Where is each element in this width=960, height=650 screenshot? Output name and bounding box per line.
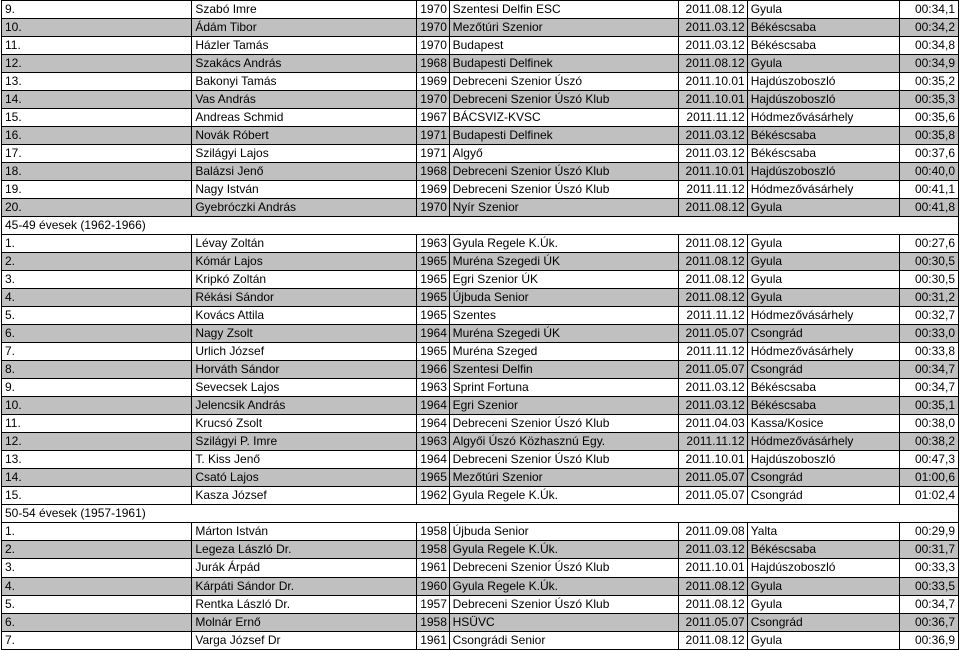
rank-cell: 17. [2,145,192,163]
birth-year-cell: 1964 [417,397,449,415]
birth-year-cell: 1961 [417,559,449,577]
table-row [2,55,959,73]
date-cell: 2011.05.07 [678,469,747,487]
venue-cell: Békéscsaba [747,145,900,163]
date-cell: 2011.08.12 [678,595,747,613]
rank-cell: 6. [2,325,192,343]
rank-cell: 10. [2,19,192,37]
rank-cell: 5. [2,307,192,325]
table-row [2,19,959,37]
date-cell: 2011.03.12 [678,397,747,415]
time-cell: 00:34,9 [900,55,959,73]
venue-cell: Csongrád [747,325,900,343]
birth-year-cell: 1971 [417,145,449,163]
name-cell: Nagy Zsolt [192,325,417,343]
name-cell: Andreas Schmid [192,109,417,127]
table-row [2,235,959,253]
date-cell: 2011.03.12 [678,37,747,55]
time-cell: 00:33,5 [900,577,959,595]
venue-cell: Csongrád [747,361,900,379]
rank-cell: 7. [2,343,192,361]
birth-year-cell: 1970 [417,199,449,217]
birth-year-cell: 1970 [417,91,449,109]
birth-year-cell: 1964 [417,415,449,433]
time-cell: 00:34,2 [900,19,959,37]
birth-year-cell: 1960 [417,577,449,595]
birth-year-cell: 1965 [417,253,449,271]
table-row [2,73,959,91]
venue-cell: Gyula [747,271,900,289]
name-cell: Legeza László Dr. [192,541,417,559]
name-cell: Szakács András [192,55,417,73]
club-cell: Muréna Szeged [449,343,678,361]
name-cell: Gyebróczki András [192,199,417,217]
venue-cell: Hódmezővásárhely [747,433,900,451]
club-cell: Gyula Regele K.Úk. [449,487,678,505]
date-cell: 2011.03.12 [678,379,747,397]
rank-cell: 2. [2,541,192,559]
time-cell: 00:29,9 [900,523,959,541]
club-cell: Szentesi Delfin [449,361,678,379]
club-cell: Gyula Regele K.Úk. [449,577,678,595]
table-row [2,343,959,361]
date-cell: 2011.05.07 [678,487,747,505]
name-cell: Jurák Árpád [192,559,417,577]
venue-cell: Békéscsaba [747,379,900,397]
club-cell: Mezőtúri Szenior [449,19,678,37]
time-cell: 00:34,7 [900,595,959,613]
venue-cell: Gyula [747,199,900,217]
time-cell: 00:33,8 [900,343,959,361]
name-cell: Szilágyi P. Imre [192,433,417,451]
date-cell: 2011.05.07 [678,361,747,379]
birth-year-cell: 1962 [417,487,449,505]
date-cell: 2011.08.12 [678,55,747,73]
date-cell: 2011.05.07 [678,325,747,343]
club-cell: Budapesti Delfinek [449,55,678,73]
name-cell: T. Kiss Jenő [192,451,417,469]
birth-year-cell: 1967 [417,109,449,127]
results-table-body [2,1,959,650]
rank-cell: 16. [2,127,192,145]
table-row [2,559,959,577]
club-cell: Algyő [449,145,678,163]
rank-cell: 9. [2,379,192,397]
name-cell: Ádám Tibor [192,19,417,37]
club-cell: Nyír Szenior [449,199,678,217]
rank-cell: 12. [2,55,192,73]
age-group-label: 45-49 évesek (1962-1966) [2,217,959,235]
birth-year-cell: 1965 [417,469,449,487]
table-row [2,271,959,289]
venue-cell: Gyula [747,235,900,253]
table-row [2,451,959,469]
birth-year-cell: 1965 [417,271,449,289]
club-cell: BÁCSVIZ-KVSC [449,109,678,127]
birth-year-cell: 1971 [417,127,449,145]
time-cell: 00:47,3 [900,451,959,469]
rank-cell: 13. [2,451,192,469]
date-cell: 2011.03.12 [678,145,747,163]
time-cell: 00:41,8 [900,199,959,217]
table-row [2,325,959,343]
venue-cell: Csongrád [747,487,900,505]
rank-cell: 12. [2,433,192,451]
rank-cell: 1. [2,523,192,541]
table-row [2,109,959,127]
name-cell: Kómár Lajos [192,253,417,271]
birth-year-cell: 1965 [417,307,449,325]
rank-cell: 1. [2,235,192,253]
venue-cell: Gyula [747,289,900,307]
date-cell: 2011.08.12 [678,289,747,307]
time-cell: 00:37,6 [900,145,959,163]
time-cell: 00:40,0 [900,163,959,181]
time-cell: 01:00,6 [900,469,959,487]
table-row [2,415,959,433]
age-group-header-row [2,505,959,523]
rank-cell: 3. [2,559,192,577]
name-cell: Kripkó Zoltán [192,271,417,289]
venue-cell: Gyula [747,1,900,19]
venue-cell: Csongrád [747,613,900,631]
venue-cell: Békéscsaba [747,127,900,145]
time-cell: 00:31,2 [900,289,959,307]
date-cell: 2011.08.12 [678,1,747,19]
rank-cell: 20. [2,199,192,217]
table-row [2,253,959,271]
table-row [2,181,959,199]
venue-cell: Hódmezővásárhely [747,181,900,199]
venue-cell: Békéscsaba [747,541,900,559]
table-row [2,577,959,595]
club-cell: Szentesi Delfin ESC [449,1,678,19]
birth-year-cell: 1958 [417,541,449,559]
table-row [2,289,959,307]
name-cell: Csató Lajos [192,469,417,487]
time-cell: 00:35,3 [900,91,959,109]
name-cell: Jelencsik András [192,397,417,415]
venue-cell: Hódmezővásárhely [747,109,900,127]
name-cell: Urlich József [192,343,417,361]
club-cell: Debreceni Szenior Úszó Klub [449,181,678,199]
name-cell: Szilágyi Lajos [192,145,417,163]
date-cell: 2011.08.12 [678,271,747,289]
table-row [2,91,959,109]
time-cell: 00:35,2 [900,73,959,91]
table-row [2,613,959,631]
rank-cell: 14. [2,469,192,487]
birth-year-cell: 1970 [417,1,449,19]
club-cell: Budapest [449,37,678,55]
date-cell: 2011.10.01 [678,73,747,91]
name-cell: Horváth Sándor [192,361,417,379]
venue-cell: Hajdúszoboszló [747,73,900,91]
date-cell: 2011.09.08 [678,523,747,541]
venue-cell: Hajdúszoboszló [747,163,900,181]
club-cell: Mezőtúri Szenior [449,469,678,487]
time-cell: 00:38,0 [900,415,959,433]
rank-cell: 2. [2,253,192,271]
rank-cell: 6. [2,613,192,631]
club-cell: Debreceni Szenior Úszó Klub [449,559,678,577]
venue-cell: Csongrád [747,469,900,487]
age-group-label: 50-54 évesek (1957-1961) [2,505,959,523]
name-cell: Márton István [192,523,417,541]
club-cell: Csongrádi Senior [449,631,678,649]
club-cell: HSÜVC [449,613,678,631]
name-cell: Sevecsek Lajos [192,379,417,397]
venue-cell: Gyula [747,253,900,271]
time-cell: 00:33,0 [900,325,959,343]
name-cell: Szabó Imre [192,1,417,19]
rank-cell: 5. [2,595,192,613]
club-cell: Szentes [449,307,678,325]
birth-year-cell: 1964 [417,325,449,343]
venue-cell: Gyula [747,577,900,595]
time-cell: 00:35,1 [900,397,959,415]
club-cell: Gyula Regele K.Úk. [449,235,678,253]
time-cell: 00:34,1 [900,1,959,19]
venue-cell: Hódmezővásárhely [747,307,900,325]
venue-cell: Kassa/Kosice [747,415,900,433]
club-cell: Újbuda Senior [449,523,678,541]
club-cell: Debreceni Szenior Úszó Klub [449,163,678,181]
venue-cell: Yalta [747,523,900,541]
venue-cell: Hajdúszoboszló [747,91,900,109]
birth-year-cell: 1963 [417,433,449,451]
birth-year-cell: 1969 [417,73,449,91]
venue-cell: Gyula [747,595,900,613]
name-cell: Krucsó Zsolt [192,415,417,433]
time-cell: 00:33,3 [900,559,959,577]
club-cell: Debreceni Szenior Úszó Klub [449,451,678,469]
time-cell: 00:31,7 [900,541,959,559]
club-cell: Sprint Fortuna [449,379,678,397]
birth-year-cell: 1963 [417,379,449,397]
time-cell: 00:35,8 [900,127,959,145]
rank-cell: 10. [2,397,192,415]
table-row [2,145,959,163]
name-cell: Novák Róbert [192,127,417,145]
time-cell: 00:32,7 [900,307,959,325]
table-row [2,397,959,415]
birth-year-cell: 1970 [417,19,449,37]
table-row [2,199,959,217]
rank-cell: 14. [2,91,192,109]
time-cell: 00:30,5 [900,253,959,271]
club-cell: Algyői Úszó Közhasznú Egy. [449,433,678,451]
rank-cell: 4. [2,289,192,307]
time-cell: 00:34,8 [900,37,959,55]
rank-cell: 3. [2,271,192,289]
name-cell: Molnár Ernő [192,613,417,631]
name-cell: Kovács Attila [192,307,417,325]
name-cell: Nagy István [192,181,417,199]
rank-cell: 15. [2,109,192,127]
birth-year-cell: 1968 [417,163,449,181]
rank-cell: 7. [2,631,192,649]
birth-year-cell: 1957 [417,595,449,613]
club-cell: Debreceni Szenior Úszó Klub [449,415,678,433]
venue-cell: Gyula [747,631,900,649]
rank-cell: 19. [2,181,192,199]
table-row [2,541,959,559]
name-cell: Kasza József [192,487,417,505]
club-cell: Újbuda Senior [449,289,678,307]
date-cell: 2011.08.12 [678,631,747,649]
time-cell: 00:27,6 [900,235,959,253]
name-cell: Házler Tamás [192,37,417,55]
time-cell: 00:38,2 [900,433,959,451]
table-row [2,37,959,55]
date-cell: 2011.11.12 [678,433,747,451]
date-cell: 2011.11.12 [678,109,747,127]
venue-cell: Békéscsaba [747,37,900,55]
birth-year-cell: 1968 [417,55,449,73]
table-row [2,163,959,181]
club-cell: Debreceni Szenior Úszó [449,73,678,91]
time-cell: 00:34,7 [900,361,959,379]
table-row [2,307,959,325]
time-cell: 00:34,7 [900,379,959,397]
birth-year-cell: 1958 [417,613,449,631]
date-cell: 2011.10.01 [678,559,747,577]
date-cell: 2011.11.12 [678,181,747,199]
venue-cell: Békéscsaba [747,19,900,37]
birth-year-cell: 1965 [417,289,449,307]
table-row [2,433,959,451]
venue-cell: Hajdúszoboszló [747,559,900,577]
table-row [2,379,959,397]
birth-year-cell: 1964 [417,451,449,469]
time-cell: 00:30,5 [900,271,959,289]
venue-cell: Hajdúszoboszló [747,451,900,469]
venue-cell: Gyula [747,55,900,73]
time-cell: 00:35,6 [900,109,959,127]
birth-year-cell: 1966 [417,361,449,379]
birth-year-cell: 1958 [417,523,449,541]
date-cell: 2011.10.01 [678,163,747,181]
name-cell: Bakonyi Tamás [192,73,417,91]
club-cell: Debreceni Szenior Úszó Klub [449,91,678,109]
birth-year-cell: 1961 [417,631,449,649]
rank-cell: 13. [2,73,192,91]
birth-year-cell: 1963 [417,235,449,253]
name-cell: Lévay Zoltán [192,235,417,253]
name-cell: Balázsi Jenő [192,163,417,181]
table-row [2,487,959,505]
table-row [2,1,959,19]
date-cell: 2011.10.01 [678,91,747,109]
rank-cell: 4. [2,577,192,595]
name-cell: Varga József Dr [192,631,417,649]
date-cell: 2011.04.03 [678,415,747,433]
table-row [2,361,959,379]
name-cell: Kárpáti Sándor Dr. [192,577,417,595]
time-cell: 00:36,9 [900,631,959,649]
results-table [1,0,959,650]
age-group-header-row [2,217,959,235]
date-cell: 2011.03.12 [678,541,747,559]
time-cell: 00:41,1 [900,181,959,199]
date-cell: 2011.03.12 [678,127,747,145]
date-cell: 2011.08.12 [678,253,747,271]
rank-cell: 18. [2,163,192,181]
venue-cell: Békéscsaba [747,397,900,415]
date-cell: 2011.08.12 [678,577,747,595]
rank-cell: 9. [2,1,192,19]
birth-year-cell: 1969 [417,181,449,199]
rank-cell: 11. [2,37,192,55]
birth-year-cell: 1970 [417,37,449,55]
club-cell: Gyula Regele K.Úk. [449,541,678,559]
table-row [2,523,959,541]
club-cell: Muréna Szegedi ÚK [449,325,678,343]
table-row [2,469,959,487]
birth-year-cell: 1965 [417,343,449,361]
time-cell: 01:02,4 [900,487,959,505]
table-row [2,631,959,649]
club-cell: Muréna Szegedi ÚK [449,253,678,271]
club-cell: Egri Szenior ÚK [449,271,678,289]
club-cell: Debreceni Szenior Úszó Klub [449,595,678,613]
date-cell: 2011.05.07 [678,613,747,631]
date-cell: 2011.10.01 [678,451,747,469]
club-cell: Egri Szenior [449,397,678,415]
name-cell: Rentka László Dr. [192,595,417,613]
rank-cell: 8. [2,361,192,379]
name-cell: Rékási Sándor [192,289,417,307]
rank-cell: 15. [2,487,192,505]
date-cell: 2011.11.12 [678,343,747,361]
name-cell: Vas András [192,91,417,109]
rank-cell: 11. [2,415,192,433]
venue-cell: Hódmezővásárhely [747,343,900,361]
club-cell: Budapesti Delfinek [449,127,678,145]
date-cell: 2011.08.12 [678,235,747,253]
table-row [2,127,959,145]
date-cell: 2011.03.12 [678,19,747,37]
date-cell: 2011.11.12 [678,307,747,325]
table-row [2,595,959,613]
date-cell: 2011.08.12 [678,199,747,217]
time-cell: 00:36,7 [900,613,959,631]
